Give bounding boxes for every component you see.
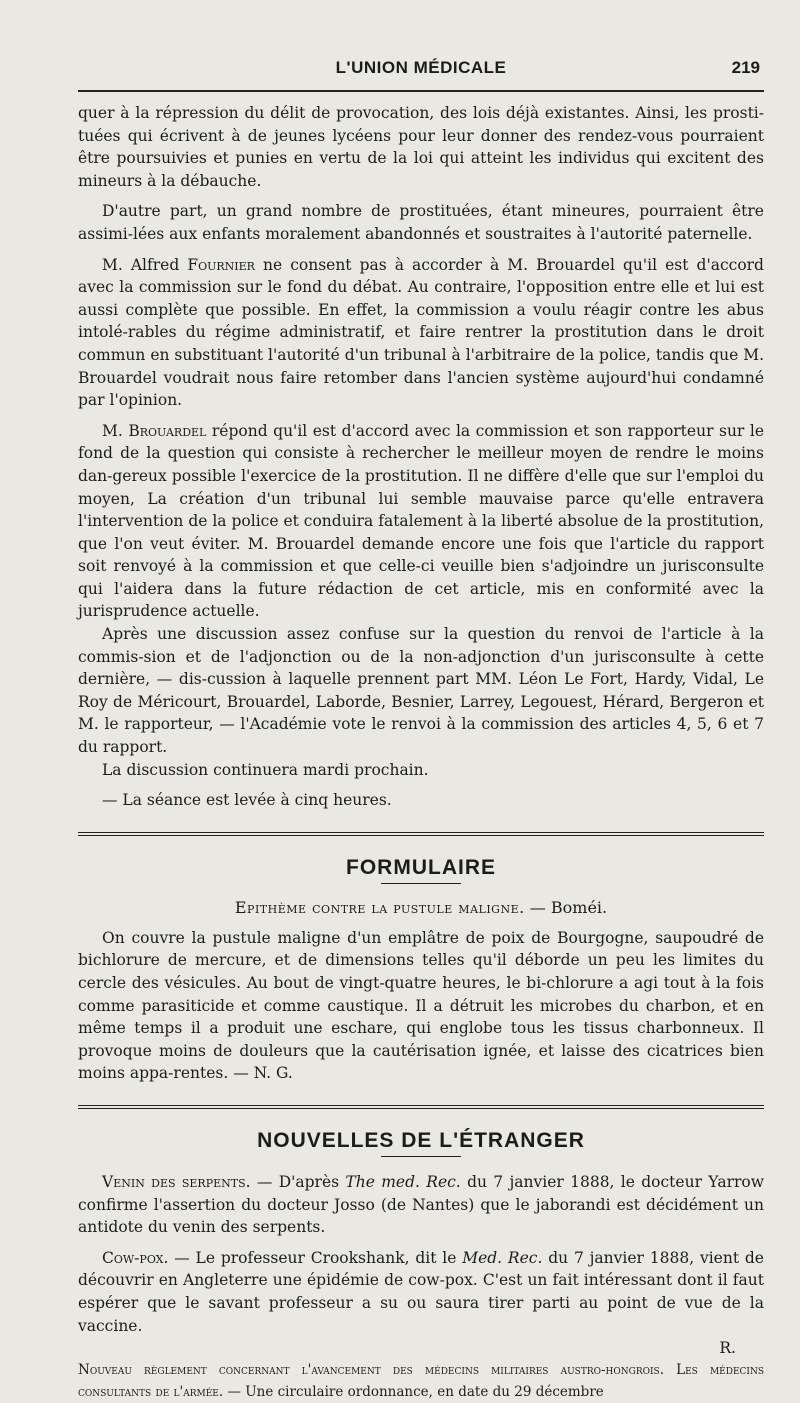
signature: R. [719,1339,736,1358]
formulaire-title: FORMULAIRE [346,855,496,879]
news-item-subheading: Les médecins consultants de l'armée. [78,1362,765,1401]
news-item-text: du 7 janvier 1888, le docteur Yarrow confirme l'assertion du docteur Josso (de Nantes) que le jaborandi est décidément un antidote du venin des serpents. [78,1172,764,1237]
news-item-heading: Cow-pox. [102,1248,169,1267]
paragraph-text: répond qu'il est d'accord avec la commission et son rapporteur sur le fond de la question qui consiste à rechercher le meilleur moyen de rendre le moins dan-gereux possible l'exercice de la prostitution. Il ne diffère d'elle que sur l'emploi du moyen, La création d'un tribunal lui semble mauvaise parce qu'elle entravera l'intervention de la police et conduira fatalement à la liberté absolue de la prostitution, que l'on veut éviter. M. Brouardel demande encore une fois que l'article du rapport soit renvoyé à la commission et que celle-ci veuille bien s'adjoindre un jurisconsulte qui l'aidera dans la future rédaction de cet article, mis en conformité avec la jurisprudence actuelle. [78,421,764,621]
news-item-reglement [78,1359,764,1403]
subtitle-author: — Boméi. [529,897,608,917]
news-item-pre: — D'après [256,1172,340,1191]
news-item-pre: — Le professeur Crookshank, dit le [174,1248,457,1267]
news-item-text: — Une circulaire ordonnance, en date du 29 décembre [227,1384,604,1401]
header-rule [78,90,764,92]
speaker-prefix: M. [102,421,123,440]
news-item-text: du 7 janvier 1888, vient de découvrir en Angleterre une épidémie de cow-pox. C'est un fait intéressant dont il faut espérer que le savant professeur a su ou saura tirer parti au point de vue de la vaccine. [78,1248,764,1335]
formulaire-text: On couvre la pustule maligne d'un emplâtre de poix de Bourgogne, saupoudré de bichlorure de mercure, et de dimensions telles qu'il déborde un peu les limites du cercle des vésicules. Au bout de vingt-quatre heures, le bi-chlorure a agi tout à la fois comme parasiticide et comme caustique. Il a détruit les microbes du charbon, et en même temps il a produit une eschare, qui englobe tous les tissus charbonneux. Il provoque moins de douleurs que la cautérisation ignée, et laisse des cicatrices bien moins appa-rentes. — N. G. [78,928,764,1083]
news-item-cowpox [78,1247,764,1337]
subtitle-topic: Epithème contre la pustule maligne. [234,897,525,917]
paragraph-discussion: Après une discussion assez confuse sur la question du renvoi de l'article à la commis-sion et de l'adjonction ou de la non-adjonction d'un jurisconsulte à cette dernière, — dis-cussion à laquelle prennent part MM. Léon Le Fort, Hardy, Vidal, Le Roy de Méricourt, Brouardel, Laborde, Besnier, Larrey, Legouest, Hérard, Bergeron et M. le rapporteur, — l'Académie vote le renvoi à la commission des articles 4, 5, 6 et 7 du rapport. [78,625,764,757]
formulaire-subtitle [78,898,764,917]
paragraph-brouardel [78,420,764,623]
journal-title: Med. Rec. [462,1248,543,1267]
paragraph-text: ne consent pas à accorder à M. Brouardel qu'il est d'accord avec la commission sur le fond du débat. Au contraire, l'opposition entre elle et lui est aussi complète que possible. En effet, la commission a voulu réagir contre les abus intolé-rables du régime administratif, et faire rentrer la prostitution dans le droit commun en substituant l'autorité d'un tribunal à l'arbitraire de la police, tandis que M. Brouardel voudrait nous faire retomber dans l'ancien système aujourd'hui condamné par l'opinion. [78,255,764,410]
news-item-heading: Venin des serpents. [102,1172,251,1191]
nouvelles-title: NOUVELLES DE L'ÉTRANGER [257,1128,585,1152]
page-header [78,0,764,88]
news-item-heading: Nouveau règlement concernant l'avancement des médecins militaires austro-hongrois. [78,1362,665,1379]
title-underline [381,883,461,884]
page-body [78,88,764,1403]
page-number: 219 [731,58,760,77]
section-divider [78,832,764,836]
paragraph-continuation: La discussion continuera mardi prochain. [102,760,429,779]
paragraph-close: — La séance est levée à cinq heures. [102,791,392,810]
speaker-prefix: M. Alfred [102,255,180,274]
paragraph-fournier [78,254,764,412]
paragraph-2: D'autre part, un grand nombre de prostituées, étant mineures, pourraient être assimi-lées aux enfants moralement abandonnés et soustraites à l'autorité paternelle. [78,202,764,243]
section-divider [78,1105,764,1109]
running-title: L'UNION MÉDICALE [335,58,507,77]
speaker-name: Fournier [187,255,255,274]
news-item-venin [78,1171,764,1239]
speaker-name: Brouardel [128,421,207,440]
title-underline [381,1156,461,1157]
paragraph-1: quer à la répression du délit de provocation, des lois déjà existantes. Ainsi, les prosti-tuées qui écrivent à de jeunes lycéens pour leur donner des rendez-vous pourraient être poursuivies et punies en vertu de la loi qui atteint les individus qui excitent des mineurs à la débauche. [78,104,764,190]
journal-title: The med. Rec. [345,1172,461,1191]
